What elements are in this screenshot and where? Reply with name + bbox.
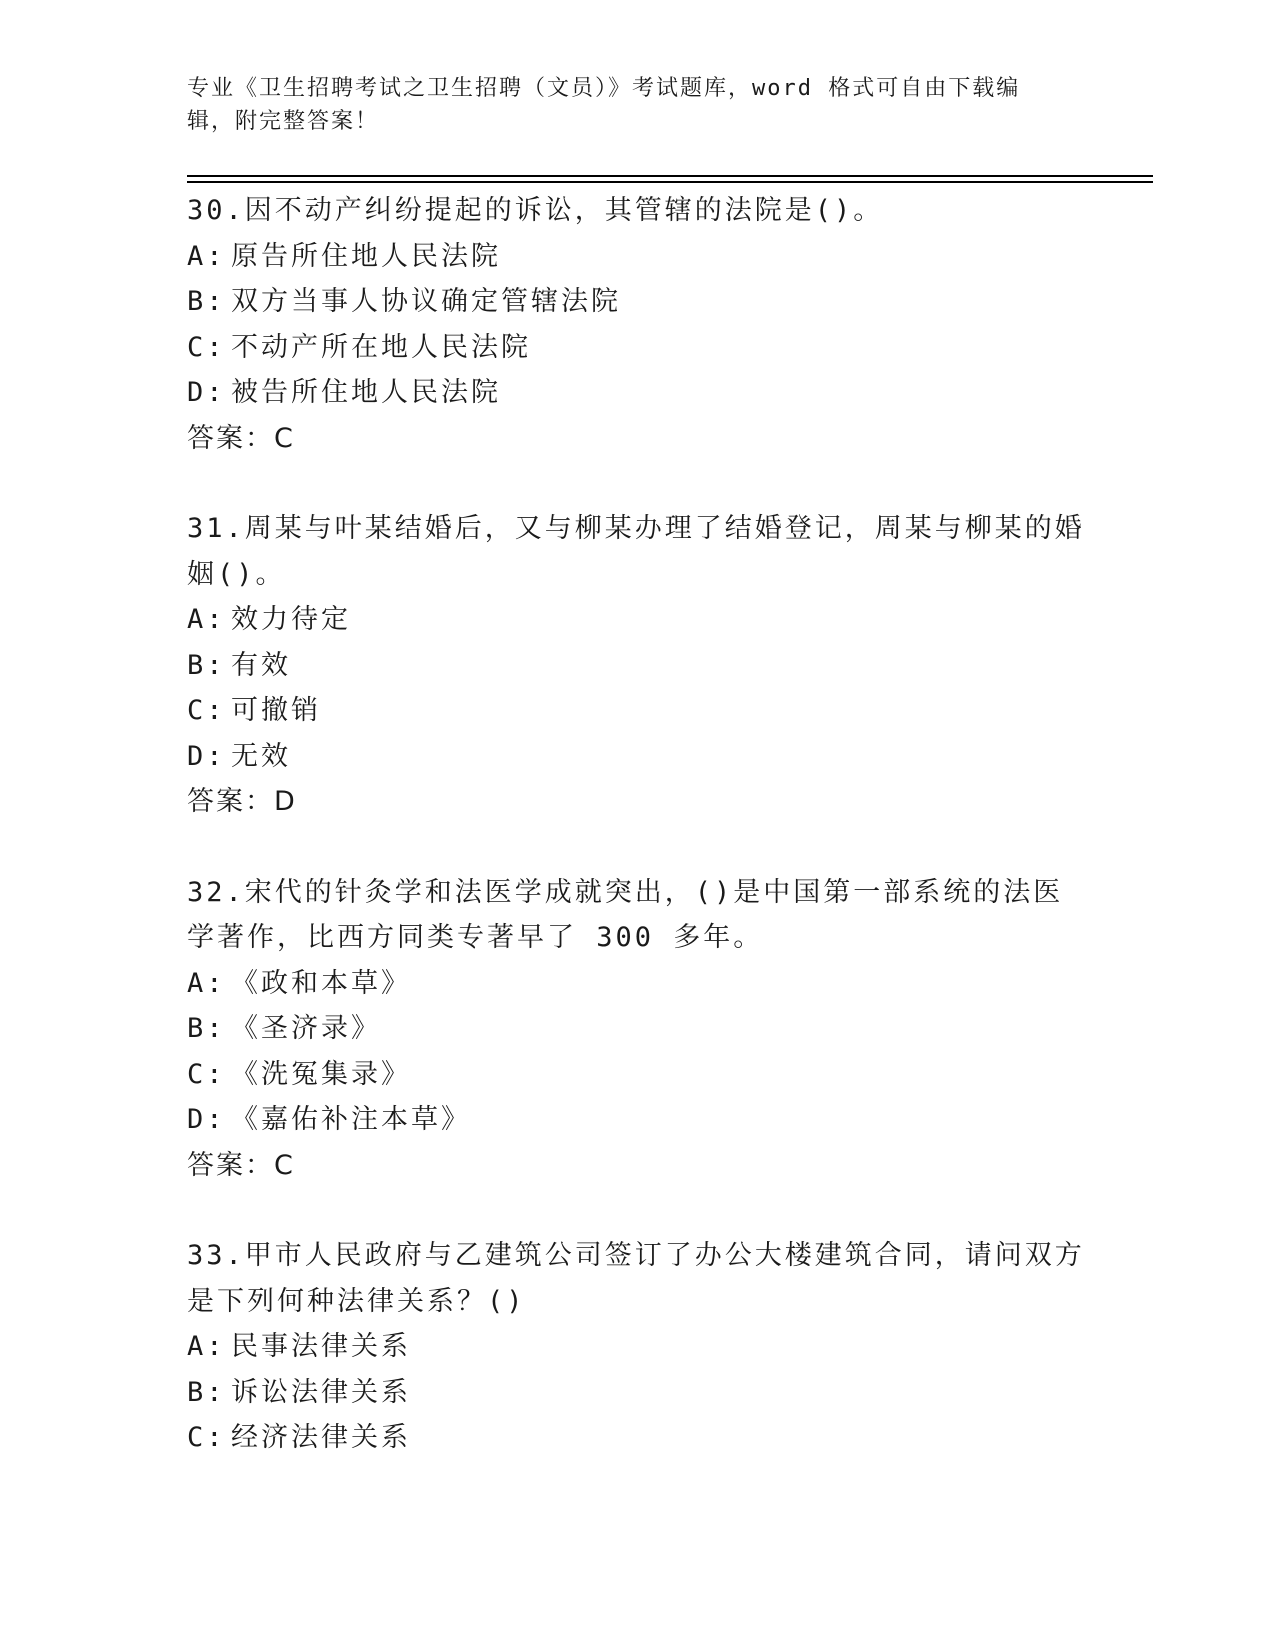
- option-a: [187, 961, 1087, 1007]
- option-letter: B:: [187, 649, 226, 681]
- option-d: [187, 734, 1087, 780]
- option-text: 有效: [231, 649, 291, 681]
- option-b: [187, 279, 1087, 325]
- question-33: [187, 1233, 1087, 1461]
- option-a: [187, 234, 1087, 280]
- option-letter: A:: [187, 967, 226, 999]
- option-letter: B:: [187, 1013, 226, 1044]
- answer-line: 答案：C: [187, 422, 295, 454]
- option-letter: D:: [187, 1104, 226, 1135]
- option-b: [187, 1006, 1087, 1052]
- option-a: [187, 1324, 1087, 1370]
- page-header: 专业《卫生招聘考试之卫生招聘（文员）》考试题库，word 格式可自由下载编辑，附完整答案！: [187, 76, 1021, 134]
- option-text: 不动产所在地人民法院: [231, 331, 531, 363]
- question-stem: 33.甲市人民政府与乙建筑公司签订了办公大楼建筑合同，请问双方是下列何种法律关系？(): [187, 1240, 1085, 1317]
- option-text: 《嘉佑补注本草》: [231, 1104, 471, 1135]
- option-letter: C:: [187, 1422, 226, 1453]
- header-divider-top: [187, 175, 1153, 177]
- question-32: [187, 870, 1087, 1189]
- option-text: 原告所住地人民法院: [231, 240, 501, 272]
- option-text: 效力待定: [231, 604, 351, 635]
- header-divider-bottom: [187, 181, 1153, 183]
- option-letter: B:: [187, 286, 226, 317]
- question-30: [187, 188, 1087, 461]
- option-c: [187, 325, 1087, 371]
- option-letter: B:: [187, 1376, 226, 1408]
- option-letter: C:: [187, 1058, 226, 1090]
- option-c: [187, 688, 1087, 734]
- option-b: [187, 643, 1087, 689]
- option-d: [187, 1097, 1087, 1143]
- question-stem: 30.因不动产纠纷提起的诉讼，其管辖的法院是()。: [187, 195, 884, 226]
- question-stem: 32.宋代的针灸学和法医学成就突出，()是中国第一部系统的法医学著作，比西方同类专著早了 300 多年。: [187, 876, 1064, 953]
- option-letter: D:: [187, 377, 226, 408]
- option-text: 《政和本草》: [231, 967, 411, 999]
- option-text: 经济法律关系: [231, 1422, 411, 1453]
- option-letter: A:: [187, 240, 226, 272]
- option-text: 诉讼法律关系: [231, 1376, 411, 1408]
- question-stem: 31.周某与叶某结婚后，又与柳某办理了结婚登记，周某与柳某的婚姻()。: [187, 513, 1085, 590]
- option-text: 《圣济录》: [231, 1013, 381, 1044]
- answer-line: 答案：D: [187, 786, 297, 817]
- question-31: [187, 506, 1087, 825]
- option-letter: C:: [187, 331, 226, 363]
- option-c: [187, 1415, 1087, 1461]
- option-d: [187, 370, 1087, 416]
- option-text: 被告所住地人民法院: [231, 377, 501, 408]
- option-letter: C:: [187, 695, 226, 726]
- answer-line: 答案：C: [187, 1149, 295, 1181]
- option-c: [187, 1052, 1087, 1098]
- option-text: 《洗冤集录》: [231, 1058, 411, 1090]
- option-a: [187, 597, 1087, 643]
- option-text: 民事法律关系: [231, 1331, 411, 1362]
- option-text: 可撤销: [231, 695, 321, 726]
- option-text: 双方当事人协议确定管辖法院: [231, 286, 621, 317]
- option-letter: A:: [187, 1331, 226, 1362]
- option-letter: A:: [187, 604, 226, 635]
- option-letter: D:: [187, 740, 226, 772]
- option-text: 无效: [231, 740, 291, 772]
- option-b: [187, 1370, 1087, 1416]
- question-list: [187, 188, 1087, 1506]
